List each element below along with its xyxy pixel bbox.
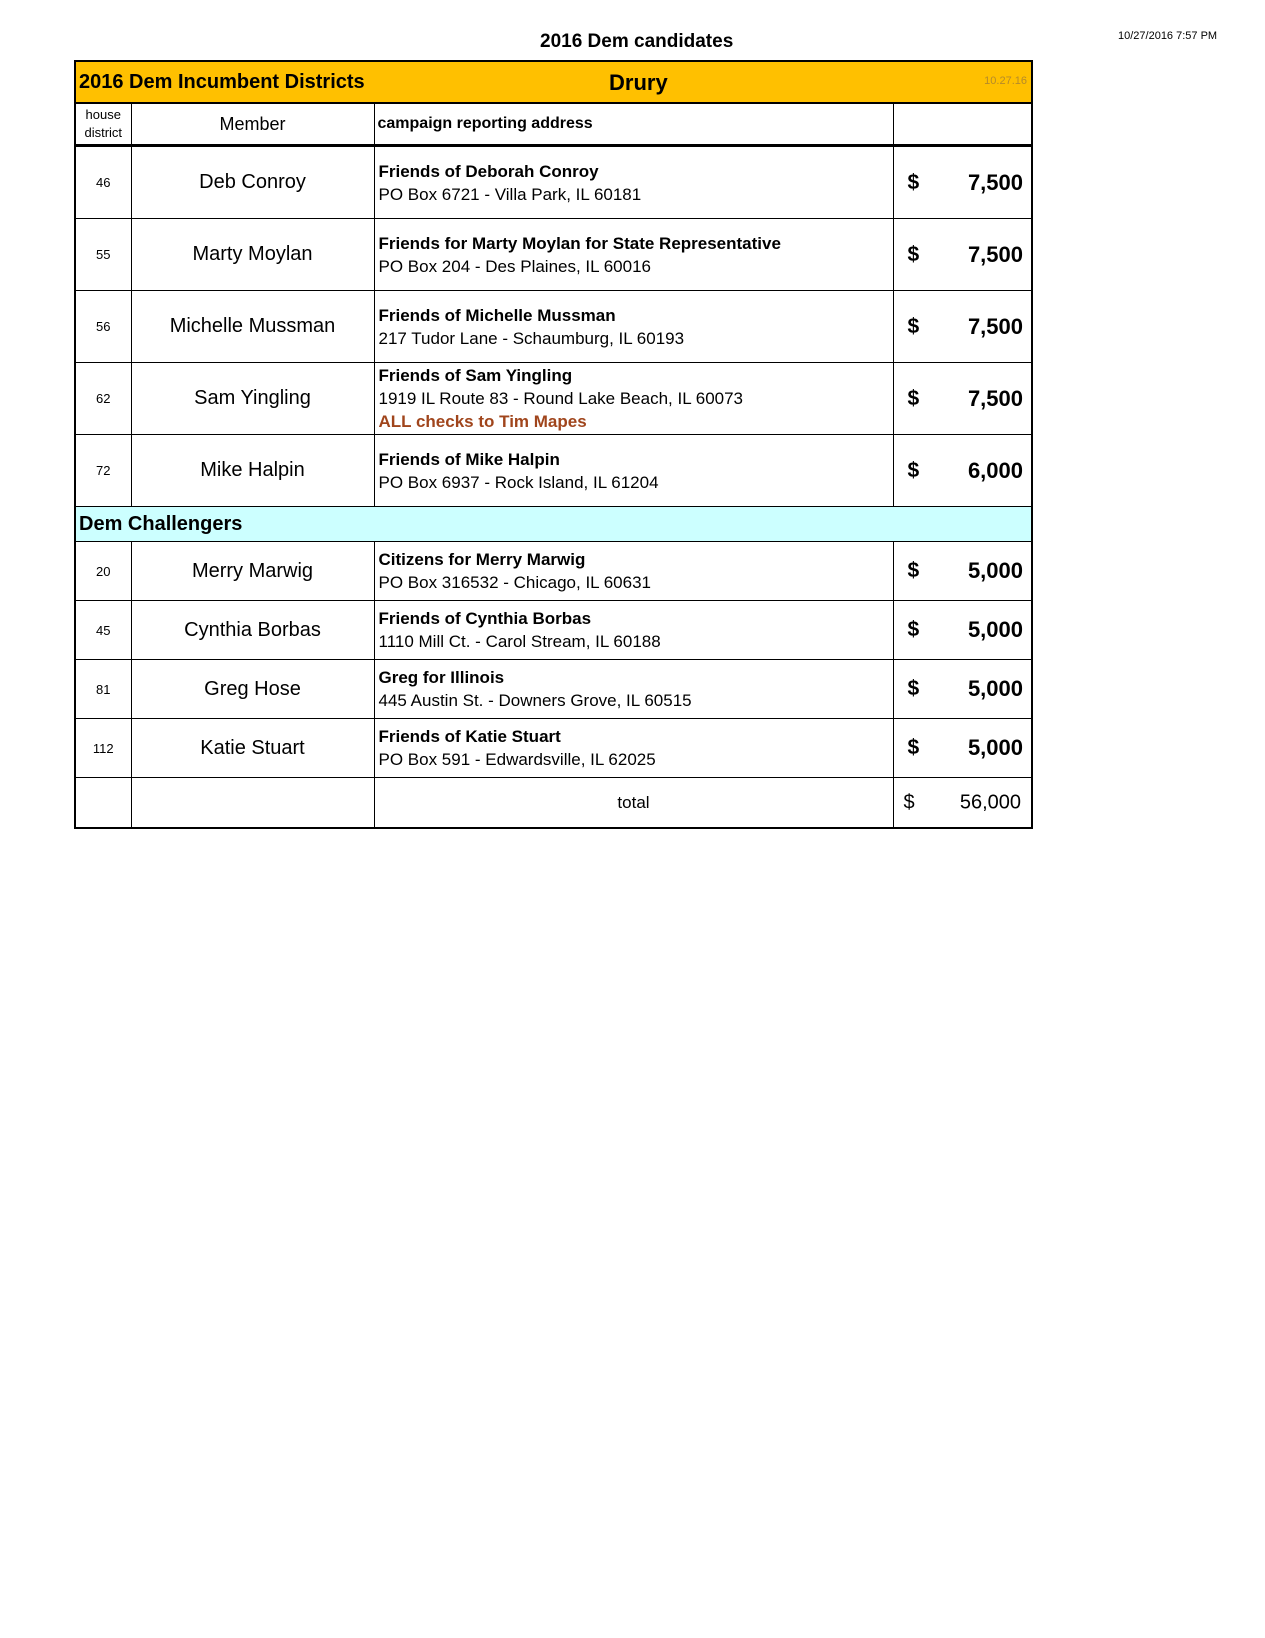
banner-sponsor-name: Drury <box>609 70 668 95</box>
column-header-address: campaign reporting address <box>374 103 893 146</box>
district-cell: 56 <box>75 291 131 363</box>
address-cell <box>374 542 893 601</box>
amount-value: 7,500 <box>967 241 1023 267</box>
empty-cell <box>131 778 374 829</box>
member-cell: Cynthia Borbas <box>131 601 374 660</box>
table-row <box>75 542 1032 601</box>
amount-cell <box>893 363 1032 435</box>
district-cell: 62 <box>75 363 131 435</box>
member-cell: Katie Stuart <box>131 719 374 778</box>
committee-name: Friends of Michelle Mussman <box>378 305 616 325</box>
column-header-member: Member <box>131 103 374 146</box>
amount-value: 7,500 <box>967 313 1023 339</box>
street-address: PO Box 6937 - Rock Island, IL 61204 <box>378 472 659 492</box>
amount-value: 5,000 <box>967 617 1023 642</box>
currency-symbol: $ <box>907 170 920 194</box>
currency-symbol: $ <box>907 314 920 338</box>
amount-cell <box>893 660 1032 719</box>
amount-cell <box>893 219 1032 291</box>
district-cell: 55 <box>75 219 131 291</box>
address-cell <box>374 291 893 363</box>
address-cell <box>374 660 893 719</box>
banner-date: 10.27.16 <box>984 75 1027 87</box>
street-address: 217 Tudor Lane - Schaumburg, IL 60193 <box>378 328 685 348</box>
committee-name: Greg for Illinois <box>378 668 505 687</box>
currency-symbol: $ <box>907 386 920 410</box>
committee-name: Citizens for Merry Marwig <box>378 550 586 569</box>
street-address: PO Box 591 - Edwardsville, IL 62025 <box>378 750 656 769</box>
currency-symbol: $ <box>907 618 920 641</box>
street-address: 1110 Mill Ct. - Carol Stream, IL 60188 <box>378 632 661 651</box>
currency-symbol: $ <box>907 677 920 700</box>
amount-cell <box>893 146 1032 219</box>
district-cell: 72 <box>75 435 131 507</box>
currency-symbol: $ <box>903 791 915 813</box>
member-cell: Marty Moylan <box>131 219 374 291</box>
address-cell <box>374 363 893 435</box>
total-label: total <box>374 778 893 829</box>
district-cell: 46 <box>75 146 131 219</box>
column-header-amount <box>893 103 1032 146</box>
table-row <box>75 660 1032 719</box>
total-amount-value: 56,000 <box>959 791 1021 813</box>
section-title-challengers: Dem Challengers <box>75 507 1032 542</box>
member-cell: Michelle Mussman <box>131 291 374 363</box>
committee-name: Friends of Katie Stuart <box>378 727 561 746</box>
street-address: PO Box 6721 - Villa Park, IL 60181 <box>378 184 642 204</box>
empty-cell <box>75 778 131 829</box>
member-cell: Deb Conroy <box>131 146 374 219</box>
member-cell: Greg Hose <box>131 660 374 719</box>
address-cell <box>374 719 893 778</box>
street-address: PO Box 316532 - Chicago, IL 60631 <box>378 573 651 592</box>
committee-name: Friends of Deborah Conroy <box>378 161 599 181</box>
committee-name: Friends of Cynthia Borbas <box>378 609 592 628</box>
amount-cell <box>893 601 1032 660</box>
banner-section-title: 2016 Dem Incumbent Districts <box>79 71 365 93</box>
amount-value: 7,500 <box>967 169 1023 195</box>
amount-value: 5,000 <box>967 558 1023 583</box>
amount-value: 5,000 <box>967 735 1023 760</box>
amount-value: 7,500 <box>967 385 1023 411</box>
page-title: 2016 Dem candidates <box>540 31 734 52</box>
column-header-row <box>75 103 1032 146</box>
amount-value: 5,000 <box>967 676 1023 701</box>
candidates-table <box>74 60 1033 829</box>
district-cell: 20 <box>75 542 131 601</box>
amount-cell <box>893 435 1032 507</box>
member-cell: Sam Yingling <box>131 363 374 435</box>
table-row <box>75 435 1032 507</box>
amount-cell <box>893 719 1032 778</box>
district-cell: 81 <box>75 660 131 719</box>
table-row <box>75 719 1032 778</box>
banner-row <box>75 61 1032 103</box>
committee-name: Friends for Marty Moylan for State Representative <box>378 233 781 253</box>
member-cell: Merry Marwig <box>131 542 374 601</box>
table-row <box>75 291 1032 363</box>
amount-cell <box>893 542 1032 601</box>
total-amount-cell <box>893 778 1032 829</box>
street-address: 445 Austin St. - Downers Grove, IL 60515 <box>378 691 692 710</box>
committee-name: Friends of Mike Halpin <box>378 449 560 469</box>
currency-symbol: $ <box>907 242 920 266</box>
section-header-row <box>75 507 1032 542</box>
total-row <box>75 778 1032 829</box>
currency-symbol: $ <box>907 736 920 759</box>
committee-name: Friends of Sam Yingling <box>378 366 573 385</box>
amount-cell <box>893 291 1032 363</box>
currency-symbol: $ <box>907 458 920 482</box>
district-cell: 112 <box>75 719 131 778</box>
address-cell <box>374 146 893 219</box>
currency-symbol: $ <box>907 559 920 582</box>
table-row <box>75 219 1032 291</box>
street-address: 1919 IL Route 83 - Round Lake Beach, IL 60073 <box>378 389 744 408</box>
column-header-district: house district <box>75 103 131 146</box>
member-cell: Mike Halpin <box>131 435 374 507</box>
print-timestamp: 10/27/2016 7:57 PM <box>1118 30 1218 42</box>
amount-value: 6,000 <box>967 457 1023 483</box>
address-cell <box>374 219 893 291</box>
district-cell: 45 <box>75 601 131 660</box>
table-row <box>75 363 1032 435</box>
address-cell <box>374 435 893 507</box>
payment-note: ALL checks to Tim Mapes <box>378 412 587 431</box>
address-cell <box>374 601 893 660</box>
table-row <box>75 601 1032 660</box>
table-row <box>75 146 1032 219</box>
street-address: PO Box 204 - Des Plaines, IL 60016 <box>378 256 651 276</box>
